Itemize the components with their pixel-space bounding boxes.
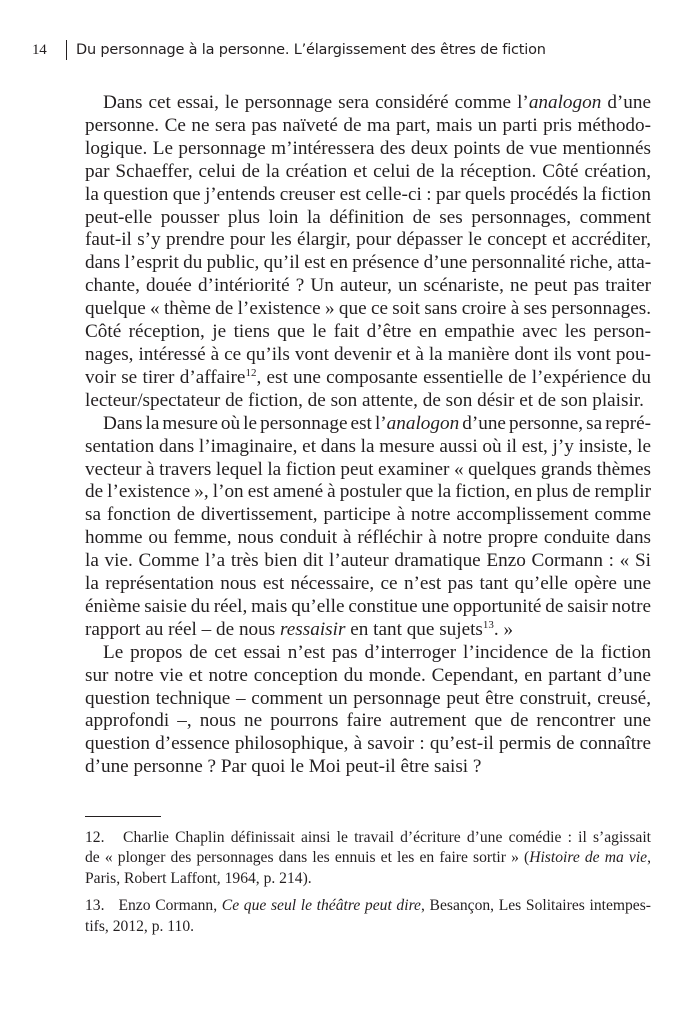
text-span: voir se tirer d’affaire: [85, 366, 246, 388]
text-line: [85, 344, 651, 367]
text-line: [85, 642, 651, 665]
text-line: [85, 688, 651, 711]
text-line: [85, 184, 651, 207]
text-span: faut-il s’y prendre pour les élargir, pour dépasser le concept et accréditer,: [85, 229, 651, 251]
text-span: quelque « thème de l’existence » que ce soit sans croire à ses personnages.: [85, 298, 651, 320]
text-span: vecteur à travers lequel la fiction peut examiner « quelques grands thèmes: [85, 458, 651, 480]
text-span: dans l’esprit du public, qu’il est en présence d’une personnalité riche, atta-: [85, 252, 652, 274]
text-line: [85, 367, 651, 390]
body-text: [85, 92, 651, 779]
running-header: [32, 40, 546, 60]
text-line: [85, 710, 651, 733]
text-span: 13. Enzo Cormann,: [85, 897, 222, 915]
text-line: [85, 869, 651, 889]
text-span: peut-elle pousser plus loin la définition de ses personnages, comment: [85, 206, 651, 228]
text-span: d’une: [601, 92, 652, 113]
text-line: [85, 321, 651, 344]
text-span: ,: [647, 849, 651, 867]
text-line: [85, 917, 651, 937]
text-span: rapport au réel – de nous: [85, 618, 281, 640]
text-line: [85, 161, 651, 184]
footnotes: [85, 828, 651, 937]
text-line: [85, 527, 651, 550]
text-span: nages, intéressé à ce qu’ils vont devenir et à la manière dont ils vont pou-: [85, 343, 651, 365]
text-line: [85, 550, 651, 573]
footnote: [85, 828, 651, 889]
text-span: Paris, Robert Laffont, 1964, p. 214).: [85, 869, 312, 887]
text-line: [85, 504, 651, 527]
text-line: [85, 138, 651, 161]
italic-text: Histoire de ma vie: [529, 849, 648, 867]
text-span: chante, douée d’intériorité ? Un auteur, un scénariste, ne peut pas traiter: [85, 275, 651, 297]
italic-text: analogon: [528, 92, 602, 113]
text-line: [85, 275, 651, 298]
footnote: [85, 896, 651, 937]
text-line: [85, 413, 651, 436]
text-span: homme ou femme, nous conduit à réfléchir à notre propre conduite dans: [85, 527, 651, 549]
text-span: . »: [493, 618, 514, 640]
text-span: d’une personne ? Par quoi le Moi peut-il être saisi ?: [85, 756, 482, 778]
text-line: [85, 252, 651, 275]
text-span: , Besançon, Les Solitaires intempes-: [420, 897, 651, 915]
text-line: [85, 756, 651, 779]
text-line: [85, 733, 651, 756]
text-span: logique. Le personnage m’intéressera des deux points de vue mentionnés: [85, 137, 651, 159]
text-line: [85, 896, 651, 916]
footnote-gap: [85, 889, 651, 896]
text-span: Côté réception, je tiens que le fait d’être en empathie avec les person-: [85, 321, 651, 343]
paragraph: [85, 642, 651, 779]
text-span: sentation dans l’imaginaire, et dans la mesure aussi où il est, j’y insiste, le: [85, 435, 651, 457]
running-title: Du personnage à la personne. L’élargissement des êtres de fiction: [76, 42, 546, 58]
text-line: [85, 619, 651, 642]
paragraph: [85, 413, 651, 642]
text-span: 12. Charlie Chaplin définissait ainsi le travail d’écriture d’une comédie : il s’agissait: [85, 829, 651, 846]
text-span: sa fonction de divertissement, participe à notre accomplissement comme: [85, 504, 651, 526]
text-line: [85, 848, 651, 868]
text-line: [85, 92, 651, 115]
text-span: de « plonger des personnages dans les ennuis et les en faire sortir » (: [85, 849, 530, 867]
text-span: approfondi –, nous ne pourrons faire autrement que de rencontrer une: [85, 710, 651, 732]
text-span: en tant que sujets: [345, 618, 483, 640]
text-line: [85, 390, 651, 413]
footnote-reference: 12: [245, 366, 257, 379]
text-span: sur notre vie et notre conception du monde. Cependant, en partant d’une: [85, 664, 651, 686]
header-divider: [66, 40, 67, 60]
text-line: [85, 207, 651, 230]
text-span: personne. Ce ne sera pas naïveté de ma part, mais un parti pris méthodo-: [85, 114, 651, 136]
footnote-reference: 13: [482, 618, 494, 631]
text-line: [85, 665, 651, 688]
text-span: la question que j’entends creuser est celle-ci : par quels procédés la fiction: [85, 183, 651, 205]
text-line: [85, 828, 651, 848]
text-line: [85, 115, 651, 138]
text-span: question d’essence philosophique, à savoir : qu’est-il permis de connaître: [85, 733, 651, 755]
text-span: Dans cet essai, le personnage sera considéré comme l’: [103, 92, 529, 113]
text-span: de l’existence », l’on est amené à postuler que la fiction, en plus de remplir: [85, 481, 651, 503]
footnote-rule: [85, 816, 161, 817]
text-span: énième saisie du réel, mais qu’elle constitue une opportunité de saisir notre: [85, 595, 651, 617]
text-line: [85, 481, 651, 504]
text-span: Dans la mesure où le personnage est l’: [103, 412, 387, 434]
text-span: lecteur/spectateur de fiction, de son attente, de son désir et de son plaisir.: [85, 389, 644, 411]
text-line: [85, 459, 651, 482]
paragraph: [85, 92, 651, 413]
text-line: [85, 298, 651, 321]
text-line: [85, 596, 651, 619]
text-line: [85, 436, 651, 459]
text-span: la vie. Comme l’a très bien dit l’auteur dramatique Enzo Cormann : « Si: [85, 550, 651, 572]
italic-text: Ce que seul le théâtre peut dire: [221, 897, 421, 915]
text-span: d’une personne, sa repré-: [459, 412, 651, 434]
text-span: question technique – comment un personnage peut être construit, creusé,: [85, 687, 651, 709]
text-line: [85, 229, 651, 252]
text-span: la représentation nous est nécessaire, ce n’est pas tant qu’elle opère une: [85, 573, 651, 595]
italic-text: ressaisir: [280, 618, 346, 640]
italic-text: analogon: [386, 412, 460, 434]
text-line: [85, 573, 651, 596]
page-number: 14: [32, 41, 47, 58]
text-span: Le propos de cet essai n’est pas d’interroger l’incidence de la fiction: [103, 641, 651, 663]
text-span: par Schaeffer, celui de la création et celui de la réception. Côté création,: [85, 160, 651, 182]
text-span: tifs, 2012, p. 110.: [85, 917, 195, 935]
text-span: , est une composante essentielle de l’expérience du: [256, 366, 651, 388]
